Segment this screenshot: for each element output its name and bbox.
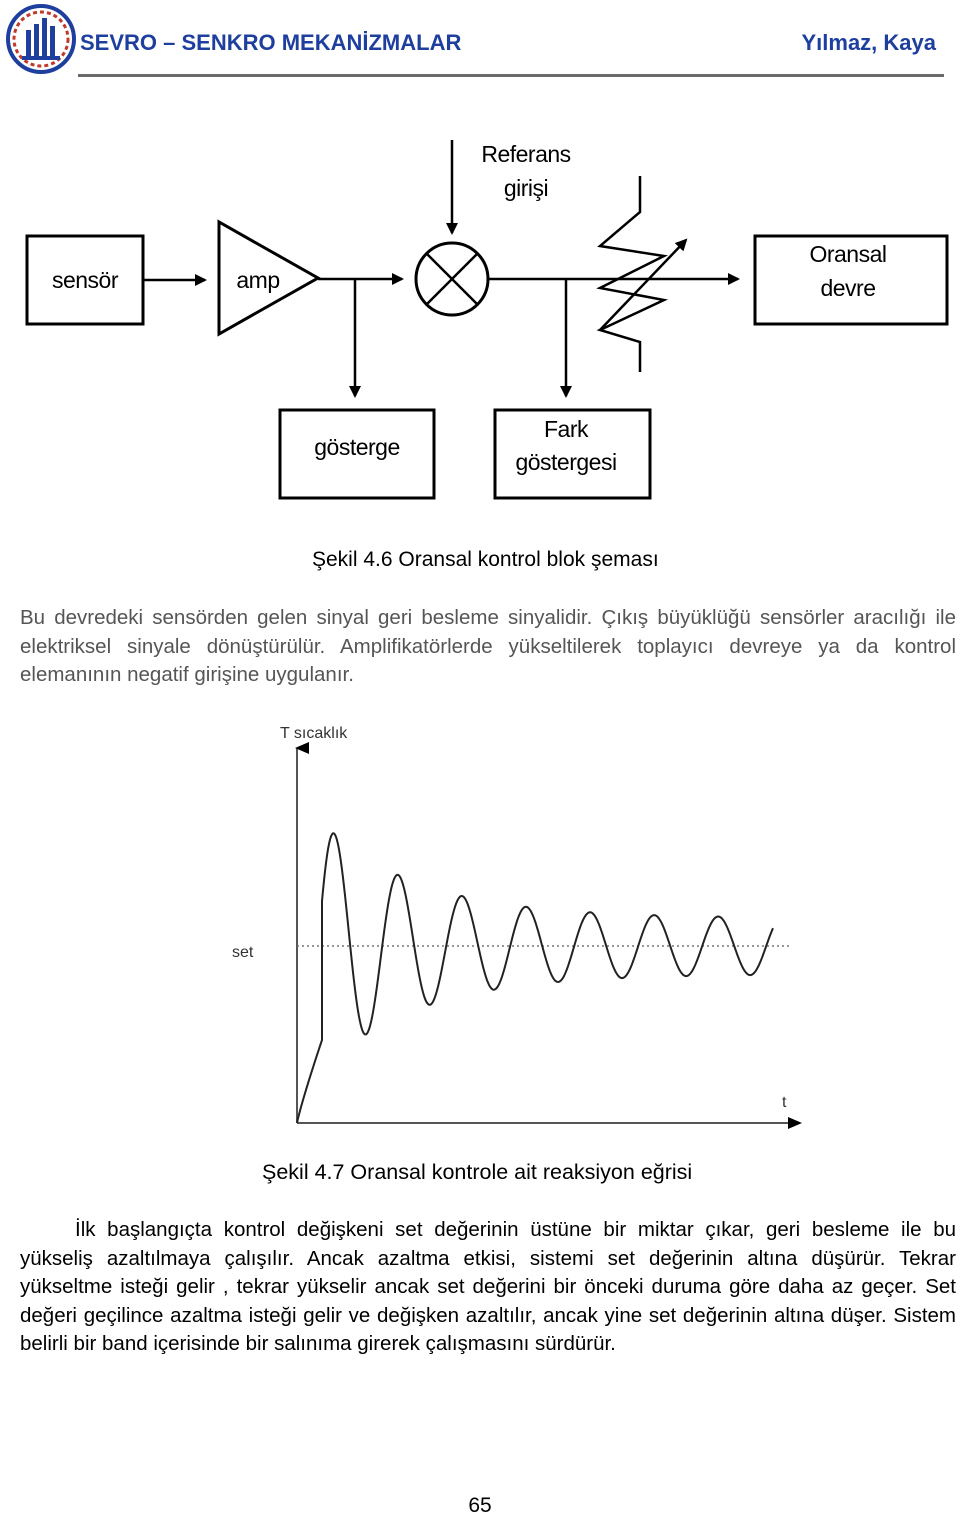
block-diagram	[0, 100, 960, 620]
response-curve	[297, 833, 773, 1123]
document-title: SEVRO – SENKRO MEKANİZMALAR	[80, 30, 462, 55]
proportional-circuit-label-1: Oransal	[809, 241, 887, 268]
sensor-label: sensör	[51, 267, 119, 294]
set-point-label: set	[232, 944, 254, 961]
paragraph-response-explanation: İlk başlangıçta kontrol değişkeni set değerinin üstüne bir miktar çıkar, geri besleme ile bu yükseliş azaltılmaya çalışılır. Ancak azaltma etkisi, sistemi set değerinin altına düşürür. Tekrar yükseltme isteği gelir , tekrar yükselir ancak set değerini bir önceki duruma göre daha az geçer. Set değeri geçilince azaltma isteği gelir ve değişken azaltılır, ancak yine set değerinin altına düşer. Sistem belirli bir band içerisinde bir salınıma girerek çalışmasını sürdürür.	[20, 1218, 956, 1355]
x-axis-label: t	[782, 1094, 787, 1111]
difference-gauge-label-1: Fark	[544, 416, 588, 443]
reference-input-label-1: Referans	[481, 141, 571, 168]
page-number: 65	[468, 1494, 492, 1517]
paragraph-feedback: Bu devredeki sensörden gelen sinyal geri besleme sinyalidir. Çıkış büyüklüğü sensörler aracılığı ile elektriksel sinyale dönüştürülür. Amplifikatörlerde yükseltilerek toplayıcı devreye ya da kontrol elemanının negatif girişine uygulanır.	[20, 606, 956, 686]
figure-4-6-caption: Şekil 4.6 Oransal kontrol blok şeması	[312, 548, 659, 571]
amp-label: amp	[236, 267, 280, 294]
response-chart	[0, 720, 960, 1160]
proportional-circuit-label-2: devre	[820, 275, 876, 302]
gauge-label: gösterge	[314, 434, 400, 461]
university-logo	[4, 4, 78, 74]
y-axis-label: T sıcaklık	[280, 725, 348, 742]
reference-input-label-2: girişi	[503, 175, 549, 202]
figure-4-7-caption: Şekil 4.7 Oransal kontrole ait reaksiyon eğrisi	[262, 1160, 693, 1184]
document-author: Yılmaz, Kaya	[801, 30, 936, 55]
header-divider	[78, 74, 944, 77]
difference-gauge-label-2: göstergesi	[515, 449, 617, 476]
page-header	[0, 0, 960, 92]
